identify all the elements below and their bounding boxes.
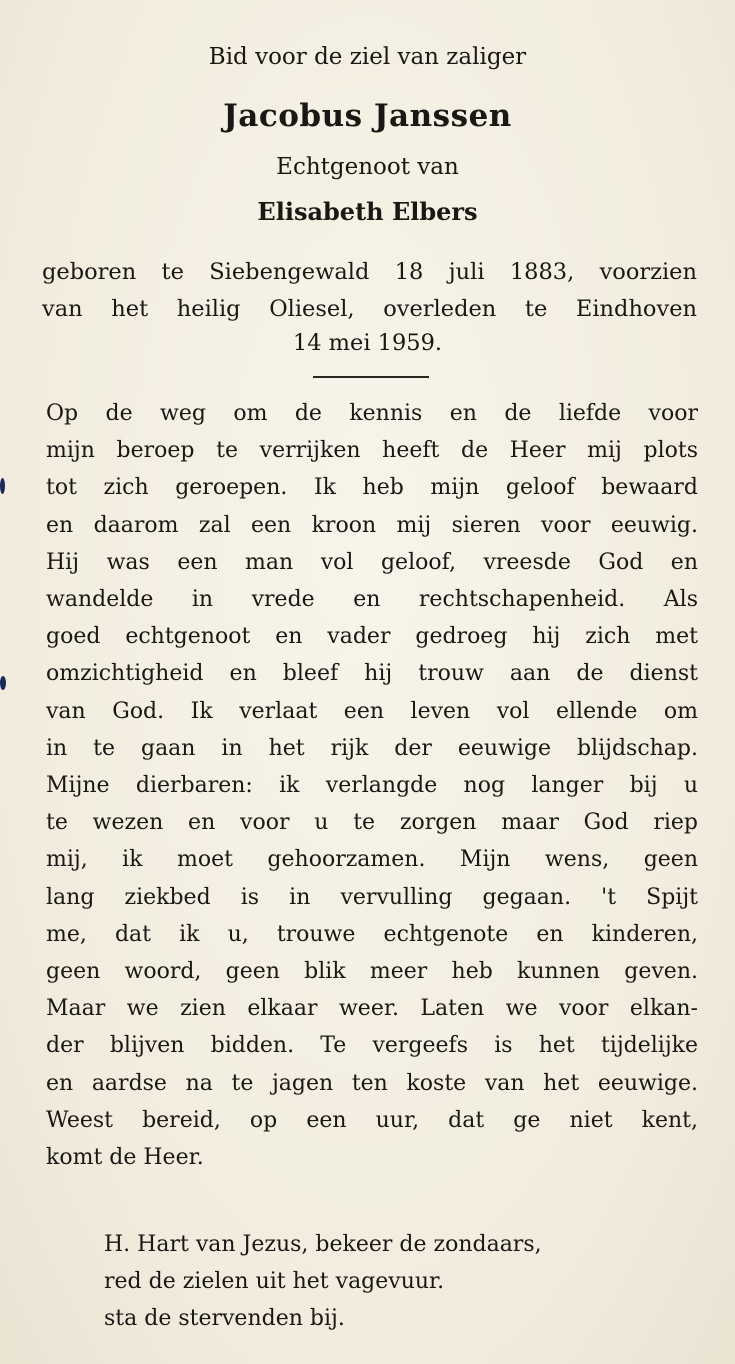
text-line: mijn beroep te verrijken heeft de Heer mij plots xyxy=(46,438,698,464)
text-line: geen woord, geen blik meer heb kunnen geven. xyxy=(46,959,698,985)
text-line: Weest bereid, op een uur, dat ge niet kent, xyxy=(46,1107,698,1133)
text-line: in te gaan in het rijk der eeuwige blijdschap. xyxy=(46,735,698,761)
prayer-line-2: red de zielen uit het vagevuur. xyxy=(104,1269,445,1294)
prayer-heading: Bid voor de ziel van zaliger xyxy=(208,44,527,70)
text-line: Mijne dierbaren: ik verlangde nog langer bij u xyxy=(46,773,698,799)
text-line: goed echtgenoot en vader gedroeg hij zich met xyxy=(46,624,698,650)
text-line: me, dat ik u, trouwe echtgenote en kinderen, xyxy=(46,921,698,947)
text-line: van God. Ik verlaat een leven vol ellende om xyxy=(46,698,698,724)
birth-line-1: geboren te Siebengewald 18 juli 1883, voorzien xyxy=(42,259,697,285)
text-line: komt de Heer. xyxy=(46,1145,204,1171)
memorial-text xyxy=(46,395,698,1176)
text-line: mij, ik moet gehoorzamen. Mijn wens, geen xyxy=(46,847,698,873)
closing-prayer xyxy=(104,1226,542,1337)
birth-death-details xyxy=(42,254,697,328)
spouse-label: Echtgenoot van xyxy=(276,154,459,180)
text-line: Maar we zien elkaar weer. Laten we voor elkan- xyxy=(46,996,698,1022)
text-line: en daarom zal een kroon mij sieren voor eeuwig. xyxy=(46,512,698,538)
text-line: omzichtigheid en bleef hij trouw aan de dienst xyxy=(46,661,698,687)
text-line: wandelde in vrede en rechtschapenheid. Als xyxy=(46,587,698,613)
ink-mark xyxy=(0,676,6,690)
spouse-name: Elisabeth Elbers xyxy=(257,197,478,226)
text-line: Hij was een man vol geloof, vreesde God en xyxy=(46,549,698,575)
text-line: der blijven bidden. Te vergeefs is het tijdelijke xyxy=(46,1033,698,1059)
text-line: lang ziekbed is in vervulling gegaan. 't Spijt xyxy=(46,884,698,910)
prayer-line-3: sta de stervenden bij. xyxy=(104,1306,345,1331)
birth-line-2: van het heilig Oliesel, overleden te Eindhoven xyxy=(42,296,697,322)
text-line: Op de weg om de kennis en de liefde voor xyxy=(46,401,698,426)
deceased-name: Jacobus Janssen xyxy=(223,98,512,134)
divider xyxy=(313,376,429,378)
text-line: te wezen en voor u te zorgen maar God riep xyxy=(46,810,698,836)
death-date: 14 mei 1959. xyxy=(292,330,443,356)
text-line: en aardse na te jagen ten koste van het eeuwige. xyxy=(46,1070,698,1096)
text-line: tot zich geroepen. Ik heb mijn geloof bewaard xyxy=(46,475,698,501)
prayer-line-1: H. Hart van Jezus, bekeer de zondaars, xyxy=(104,1232,542,1257)
ink-mark xyxy=(0,478,5,494)
